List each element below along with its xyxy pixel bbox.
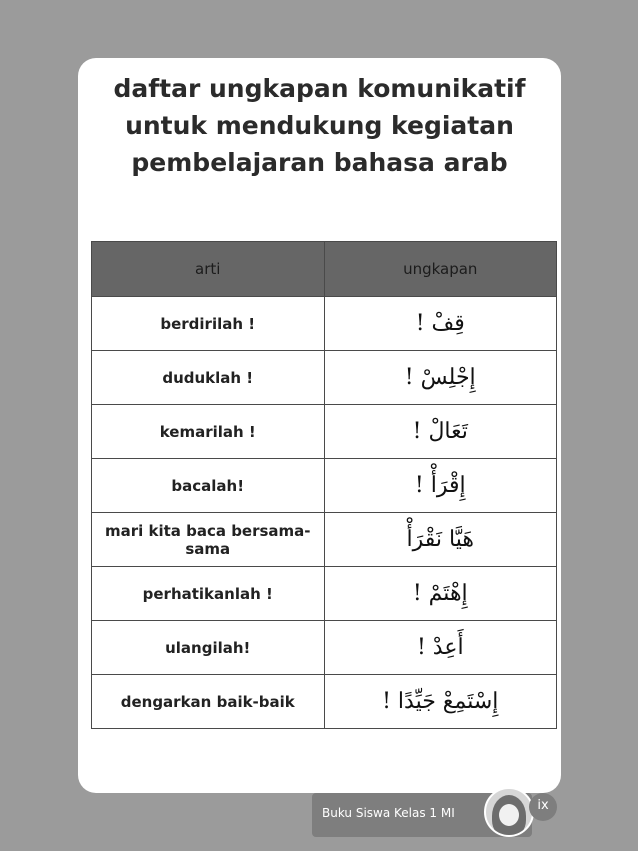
table-row bbox=[92, 297, 557, 351]
title-line-2: untuk mendukung kegiatan bbox=[125, 111, 514, 140]
book-title: Buku Siswa Kelas 1 MI bbox=[322, 806, 455, 820]
table-row bbox=[92, 513, 557, 567]
arabic-text: هَيَّا نَقْرَأْ bbox=[406, 527, 474, 552]
arabic-text: إِسْتَمِعْ جَيِّدًا ! bbox=[382, 689, 499, 714]
ungkapan-cell bbox=[324, 621, 557, 675]
arti-cell: bacalah! bbox=[92, 459, 325, 513]
ungkapan-cell bbox=[324, 351, 557, 405]
table-header-row bbox=[92, 242, 557, 297]
table-row bbox=[92, 567, 557, 621]
table-row bbox=[92, 405, 557, 459]
page-title bbox=[78, 70, 561, 181]
arabic-text: إِقْرَأْ ! bbox=[414, 473, 466, 498]
arabic-text: إِجْلِسْ ! bbox=[404, 365, 476, 390]
ungkapan-cell bbox=[324, 567, 557, 621]
avatar-icon bbox=[484, 787, 534, 837]
expressions-table bbox=[91, 241, 557, 729]
ungkapan-cell bbox=[324, 405, 557, 459]
ungkapan-cell bbox=[324, 675, 557, 729]
table-row bbox=[92, 621, 557, 675]
title-line-3: pembelajaran bahasa arab bbox=[131, 148, 508, 177]
header-ungkapan: ungkapan bbox=[324, 242, 557, 297]
page-number: ix bbox=[529, 793, 557, 821]
arti-cell: perhatikanlah ! bbox=[92, 567, 325, 621]
arabic-text: إِهْتَمْ ! bbox=[412, 581, 468, 606]
arabic-text: أَعِدْ ! bbox=[416, 635, 464, 660]
face-shape bbox=[499, 804, 519, 826]
arti-cell: kemarilah ! bbox=[92, 405, 325, 459]
arti-cell: duduklah ! bbox=[92, 351, 325, 405]
arabic-text: قِفْ ! bbox=[415, 311, 465, 336]
title-line-1: daftar ungkapan komunikatif bbox=[113, 74, 526, 103]
table-row bbox=[92, 459, 557, 513]
header-arti: arti bbox=[92, 242, 325, 297]
ungkapan-cell bbox=[324, 459, 557, 513]
arti-cell: dengarkan baik-baik bbox=[92, 675, 325, 729]
table-row bbox=[92, 351, 557, 405]
ungkapan-cell bbox=[324, 297, 557, 351]
arti-cell: ulangilah! bbox=[92, 621, 325, 675]
ungkapan-cell bbox=[324, 513, 557, 567]
arti-cell: mari kita baca bersama-sama bbox=[92, 513, 325, 567]
arabic-text: تَعَالْ ! bbox=[412, 419, 468, 444]
arti-cell: berdirilah ! bbox=[92, 297, 325, 351]
table-row bbox=[92, 675, 557, 729]
